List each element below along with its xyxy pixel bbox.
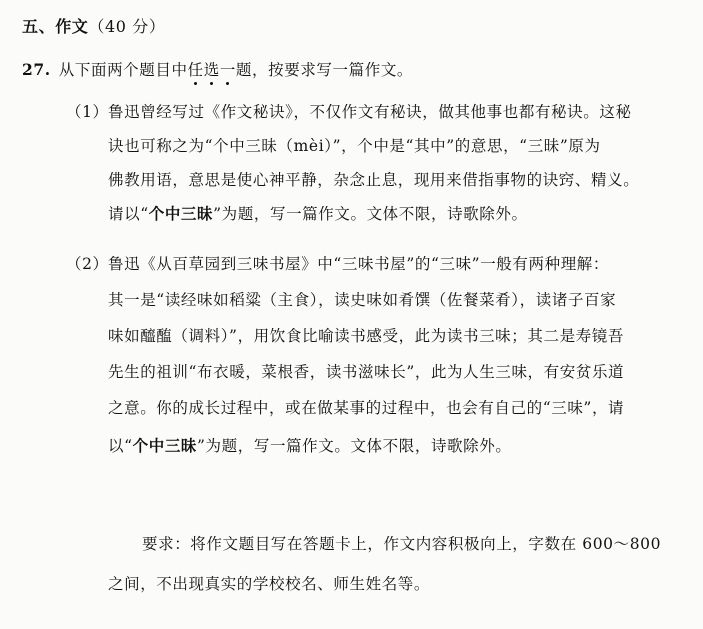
topic1-title-emph: 个中三昧 [148,204,214,223]
emphasis-char: 一 [219,61,236,79]
section-title-text: 五、作文 [22,17,89,36]
topic2-line [66,252,609,274]
topic2-line: 先生的祖训“布衣暖，菜根香，读书滋味长”，此为人生三味，有安贫乐道 [108,363,625,381]
topic2-line: 其一是“读经味如稻粱（主食），读史味如肴馔（佐餐菜肴），读诸子百家 [108,291,617,309]
topic2-text: 鲁迅《从百草园到三味书屋》中“三味书屋”的“三味”一般有两种理解： [108,255,609,273]
question-prompt [22,58,413,80]
topic2-last-after: ”为题，写一篇作文。文体不限，诗歌除外。 [197,437,512,455]
topic1-text: 鲁迅曾经写过《作文秘诀》，不仅作文有秘诀，做其他事也都有秘诀。这秘 [108,103,632,121]
topic1-last-before: 请以“ [108,205,149,223]
topic2-line: 味如醯醢（调料）”，用饮食比喻读书感受，此为读书三味；其二是寿镜吾 [108,327,624,345]
topic1-marker: （1） [66,103,109,121]
section-points: （40 分） [88,17,166,36]
topic2-marker: （2） [66,255,109,273]
requirements-line-2: 之间，不出现真实的学校校名、师生姓名等。 [108,575,431,593]
topic2-last-line [108,434,511,456]
topic2-title-emph: 个中三昧 [132,436,198,455]
topic1-line: 诀也可称之为“个中三昧（mèi）”，个中是“其中”的意思，“三昧”原为 [108,137,601,155]
topic1-line: 佛教用语，意思是使心神平静，杂念止息，现用来借指事物的诀窍、精义。 [108,171,640,189]
prompt-before: 从下面两个题目中 [58,61,188,79]
question-number: 27. [22,60,51,79]
requirements-line-1: 要求：将作文题目写在答题卡上，作文内容积极向上，字数在 600～800 [142,535,662,553]
section-title [22,14,165,37]
prompt-after: 题，按要求写一篇作文。 [235,61,414,79]
emphasis-char: 任 [187,61,204,79]
emphasis-char: 选 [203,61,220,79]
topic2-last-before: 以“ [108,437,133,455]
topic1-line [66,100,632,122]
topic1-last-line [108,202,528,224]
topic2-line: 之意。你的成长过程中，或在做某事的过程中，也会有自己的“三味”，请 [108,399,625,417]
topic1-last-after: ”为题，写一篇作文。文体不限，诗歌除外。 [213,205,528,223]
